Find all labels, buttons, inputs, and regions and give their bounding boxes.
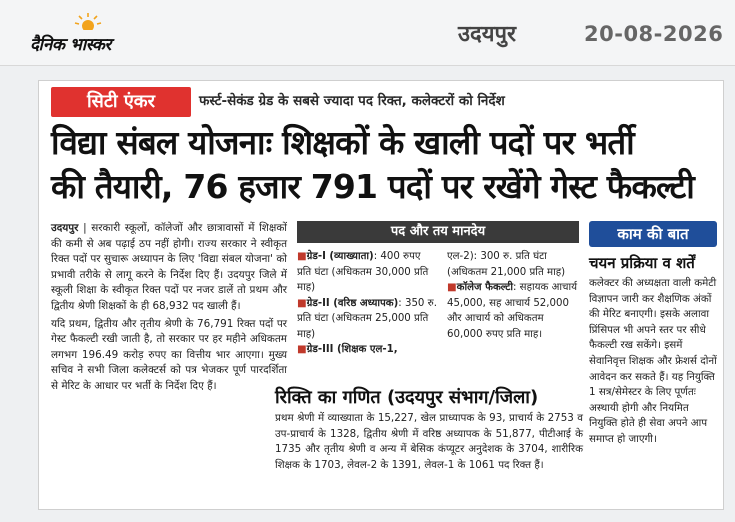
edition-name: उदयपुर bbox=[458, 22, 516, 47]
sidebar-tag: काम की बात bbox=[589, 221, 717, 247]
edition-date: 20-08-2026 bbox=[584, 22, 724, 46]
grade3-item bbox=[297, 342, 437, 358]
college-label: कॉलेज फैकल्टी bbox=[456, 282, 514, 293]
paragraph-1-text: सरकारी स्कूलों, कॉलेजों और छात्रावासों में शिक्षकों की कमी से अब पढ़ाई ठप नहीं होगी। राज्य सरकार ने स्वीकृत रिक्त पदों पर सुचारू अध्यापन के लिए 'विद्या संबल योजना' को प्रभावी तरीके से लागू करने के निर्देश दिए हैं। उदयपुर जिले में स्कूली शिक्षा के स्वीकृत रिक्त पदों पर नजर डालें तो प्रथम और द्वितीय श्रेणी शिक्षकों के ही 68,932 पद खाली हैं। bbox=[51, 222, 287, 312]
grade3-text: एल-2): 300 रु. प्रति घंटा (अधिकतम 21,000 प्रति माह) bbox=[447, 251, 566, 278]
pay-box bbox=[297, 221, 579, 371]
grade1-text: : 400 रुपए प्रति घंटा (अधिकतम 30,000 प्रति माह) bbox=[297, 251, 429, 293]
pay-box-title: पद और तय मानदेय bbox=[297, 221, 579, 243]
vacancy-math-text: प्रथम श्रेणी में व्याख्याता के 15,227, खेल प्राध्यापक के 93, प्राचार्य के 2753 व उप-प्राचार्य के 1328, द्वितीय श्रेणी में वरिष्ठ अध्यापक के 51,877, पीटीआई के 1735 और तृतीय श्रेणी व अन्य में बेसिक कंप्यूटर अनुदेशक के 3704, शारीरिक शिक्षक के 1703, लेवल-2 के 1391, लेवल-1 के 1061 पद रिक्त हैं। bbox=[275, 412, 583, 471]
article-kicker: फर्स्ट-सेकंड ग्रेड के सबसे ज्यादा पद रिक्त, कलेक्टरों को निर्देश bbox=[199, 93, 505, 109]
masthead bbox=[0, 0, 735, 66]
dainik-bhaskar-logo[interactable] bbox=[30, 12, 180, 56]
headline-line-1: विद्या संबल योजनाः शिक्षकों के खाली पदों पर भर्ती bbox=[51, 123, 634, 162]
dateline: उदयपुर bbox=[51, 222, 79, 234]
sidebar-title: चयन प्रक्रिया व शर्तें bbox=[589, 254, 695, 272]
article-body bbox=[51, 221, 287, 397]
grade1-item bbox=[297, 249, 437, 296]
vacancy-math-title: रिक्ति का गणित (उदयपुर संभाग/जिला) bbox=[275, 387, 539, 408]
headline-line-2: की तैयारी, 76 हजार 791 पदों पर रखेंगे गेस्ट फैकल्टी bbox=[51, 167, 694, 206]
bullet-square-icon: ■ bbox=[447, 282, 457, 293]
section-tag: सिटी एंकर bbox=[51, 87, 191, 117]
article-clipping bbox=[38, 80, 724, 510]
bullet-square-icon: ■ bbox=[297, 344, 307, 355]
grade2-label: ग्रेड-II (वरिष्ठ अध्यापक) bbox=[306, 297, 399, 309]
grade2-item bbox=[297, 296, 437, 343]
grade2-text: : 350 रु. प्रति घंटा (अधिकतम 25,000 प्रति माह) bbox=[297, 297, 437, 340]
grade3-label: ग्रेड-III (शिक्षक एल-1, bbox=[306, 344, 398, 355]
sidebar-text: कलेक्टर की अध्यक्षता वाली कमेटी विज्ञापन जारी कर शैक्षणिक अंकों की मेरिट बनाएगी। इसके अलावा प्रिंसिपल भी अपने स्तर पर सीधे फैकल्टी रख सकेंगे। इसमें सेवानिवृत्त शिक्षक और फ्रेशर्स दोनों आवेदन कर सकते हैं। यह नियुक्ति 1 सत्र/सेमेस्टर के लिए पूर्णतः अस्थायी होगी और नियमित नियुक्ति होते ही सेवा अपने आप समाप्त हो जाएगी। bbox=[589, 277, 717, 445]
college-text: : सहायक आचार्य 45,000, सह आचार्य 52,000 और आचार्य को अधिकतम 60,000 रुपए प्रति माह। bbox=[447, 282, 578, 340]
sun-icon bbox=[74, 12, 102, 30]
logo-text: दैनिक भास्कर bbox=[30, 35, 111, 55]
article-paragraph-2: यदि प्रथम, द्वितीय और तृतीय श्रेणी के 76,791 रिक्त पदों पर गेस्ट फैकल्टी रखी जाती है, तो सरकार पर हर महीने अधिकतम लगभग 196.49 करोड़ रुपए का वित्तीय भार आएगा। मुख्य सचिव ने सभी जिला कलेक्टर्स को पत्र भेजकर पूर्ण पारदर्शिता से मेरिट के आधार पर भर्ती के निर्देश दिए हैं। bbox=[51, 317, 287, 392]
college-item bbox=[447, 280, 579, 342]
article-paragraph-1: उदयपुर | सरकारी स्कूलों, कॉलेजों और छात्रावासों में शिक्षकों की कमी से अब पढ़ाई ठप नहीं होगी। राज्य सरकार ने स्वीकृत रिक्त पदों पर सुचारू अध्यापन के लिए 'विद्या संबल योजना' को प्रभावी तरीके से लागू करने के निर्देश दिए हैं। उदयपुर जिले में स्कूली शिक्षा के स्वीकृत रिक्त पदों पर नजर डालें तो प्रथम और द्वितीय श्रेणी शिक्षकों के ही 68,932 पद खाली हैं। bbox=[51, 222, 287, 312]
bullet-square-icon: ■ bbox=[297, 251, 307, 262]
grade1-label: ग्रेड-I (व्याख्याता) bbox=[306, 251, 374, 262]
bullet-square-icon: ■ bbox=[297, 297, 307, 309]
sidebar-box bbox=[589, 221, 717, 448]
pay-list-left bbox=[297, 249, 437, 358]
article-headline bbox=[51, 121, 711, 209]
pay-list-right bbox=[447, 249, 579, 342]
